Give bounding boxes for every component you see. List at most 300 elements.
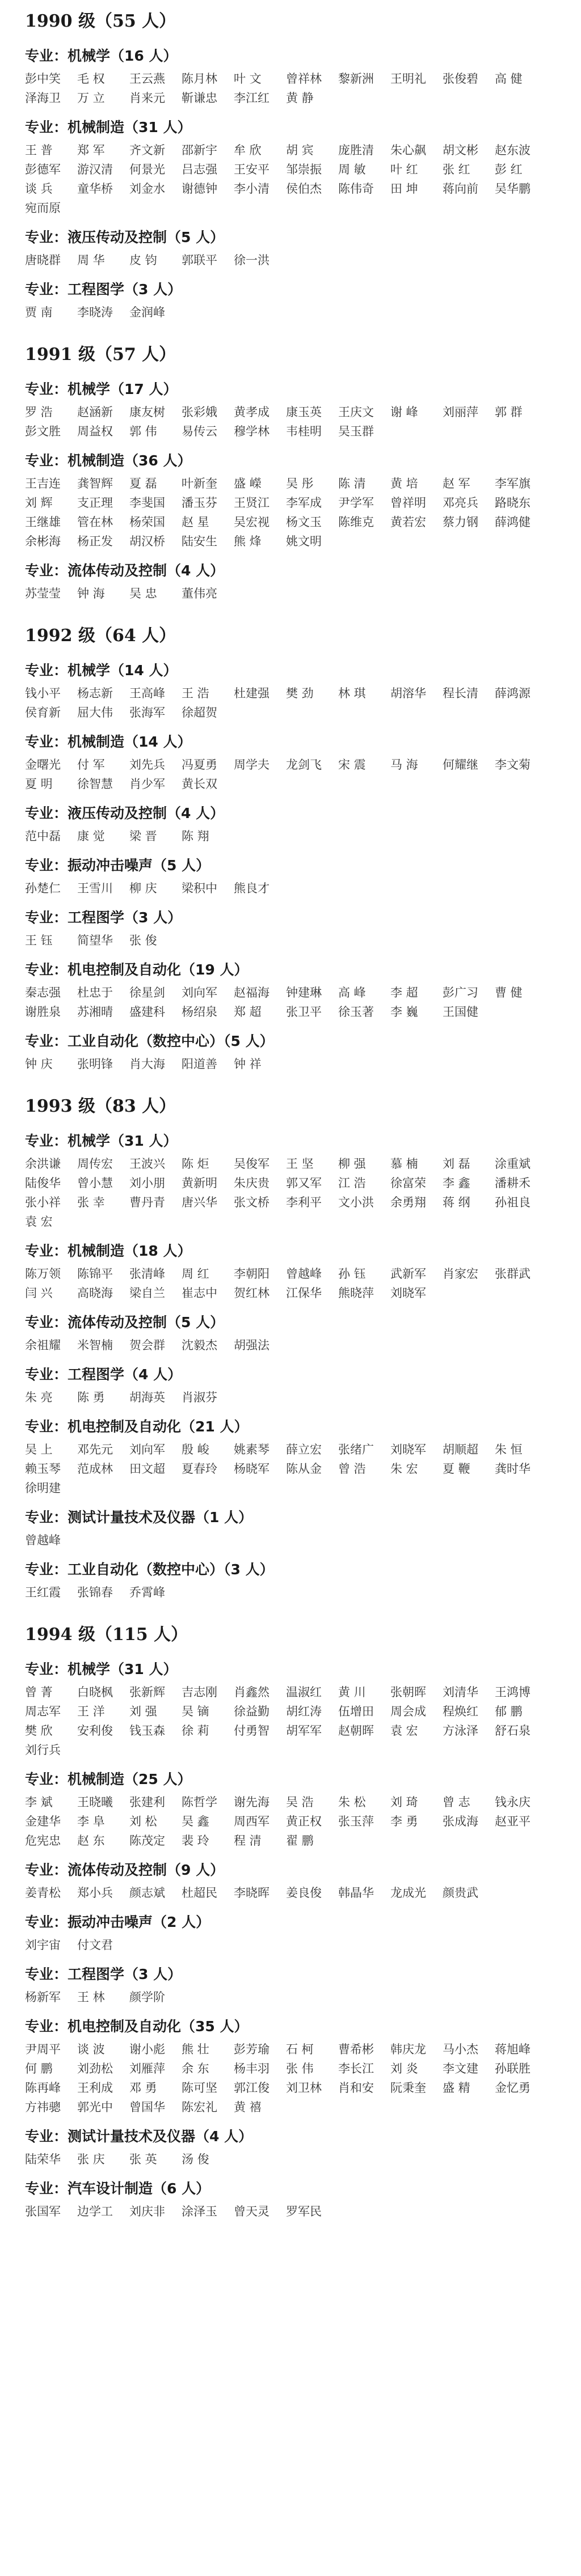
major-title: 专业：机械学（17 人）	[25, 381, 178, 397]
student-name: 肖淑芬	[182, 1391, 217, 1404]
student-name: 余祖耀	[25, 1338, 61, 1352]
year-title: 1993 级（83 人）	[25, 1096, 176, 1116]
major-section	[25, 905, 556, 950]
name-list	[25, 1154, 556, 1231]
student-name: 张新辉	[129, 1685, 165, 1699]
student-name: 皮 钧	[129, 253, 157, 267]
student-name: 肖鑫然	[234, 1685, 270, 1699]
student-name: 王 普	[25, 143, 53, 157]
student-name: 杨荣国	[129, 515, 165, 529]
year-title: 1992 级（64 人）	[25, 626, 176, 646]
student-name: 穆学林	[234, 425, 270, 438]
student-name: 胡 宾	[286, 143, 314, 157]
student-name: 钱永庆	[495, 1795, 531, 1809]
student-name: 张绪广	[338, 1443, 374, 1456]
major-title: 专业：机械制造（18 人）	[25, 1243, 192, 1259]
student-name: 熊 烽	[234, 535, 262, 548]
student-name: 李小清	[234, 182, 270, 196]
major-title: 专业：机械学（31 人）	[25, 1133, 178, 1149]
student-name: 王 钰	[25, 934, 53, 947]
student-name: 李文菊	[495, 758, 531, 772]
student-name: 吴玉群	[338, 425, 374, 438]
student-name: 阳道善	[182, 1057, 217, 1071]
student-name: 蔡力钢	[443, 515, 478, 529]
student-name: 王继雄	[25, 515, 61, 529]
student-name: 危宪忠	[25, 1834, 61, 1848]
major-section	[25, 1557, 556, 1602]
student-name: 胡红涛	[286, 1705, 322, 1718]
student-name: 熊晓萍	[338, 1286, 374, 1300]
name-list	[25, 1388, 556, 1407]
student-name: 董伟亮	[182, 587, 217, 600]
student-name: 罗军民	[286, 2205, 322, 2218]
student-name: 宛而原	[25, 201, 61, 215]
major-title: 专业：机械制造（25 人）	[25, 1771, 192, 1787]
student-name: 刘卫林	[286, 2081, 322, 2095]
student-name: 靳谦忠	[182, 91, 217, 105]
student-name: 袁 宏	[390, 1724, 418, 1738]
student-name: 陈 清	[338, 477, 366, 490]
major-section	[25, 224, 556, 270]
student-name: 盛 精	[443, 2081, 470, 2095]
student-name: 徐富荣	[390, 1176, 426, 1190]
student-name: 周志军	[25, 1705, 61, 1718]
student-name: 夏 磊	[129, 477, 157, 490]
student-name: 冯夏勇	[182, 758, 217, 772]
student-name: 曾 菁	[25, 1685, 53, 1699]
student-name: 付 军	[77, 758, 105, 772]
student-name: 杜超民	[182, 1886, 217, 1900]
major-title: 专业：工程图学（3 人）	[25, 1966, 182, 1982]
student-name: 龚智辉	[77, 477, 113, 490]
student-name: 文小洪	[338, 1196, 374, 1209]
student-name: 刘 松	[129, 1815, 157, 1828]
major-title: 专业：机械学（31 人）	[25, 1661, 178, 1677]
student-name: 曾天灵	[234, 2205, 270, 2218]
student-name: 颜学阶	[129, 1990, 165, 2004]
student-name: 谈 波	[77, 2043, 105, 2056]
student-name: 谈 兵	[25, 182, 53, 196]
student-name: 赵亚平	[495, 1815, 531, 1828]
student-name: 刘小朋	[129, 1176, 165, 1190]
student-name: 谢先海	[234, 1795, 270, 1809]
student-name: 陈月林	[182, 72, 217, 86]
year-title: 1990 级（55 人）	[25, 11, 176, 31]
student-name: 朱 亮	[25, 1391, 53, 1404]
student-name: 李 阜	[77, 1815, 105, 1828]
major-title: 专业：机械制造（14 人）	[25, 734, 192, 750]
student-name: 庞胜清	[338, 143, 374, 157]
student-name: 郑 超	[234, 1005, 262, 1019]
student-name: 郭又军	[286, 1176, 322, 1190]
student-name: 金忆勇	[495, 2081, 531, 2095]
name-list	[25, 684, 556, 722]
name-list	[25, 983, 556, 1022]
student-name: 夏春玲	[182, 1462, 217, 1476]
student-name: 闫 兴	[25, 1286, 53, 1300]
name-list	[25, 584, 556, 603]
student-name: 肖家宏	[443, 1267, 478, 1281]
student-name: 曾祥林	[286, 72, 322, 86]
student-name: 武新军	[390, 1267, 426, 1281]
student-name: 薛鸿健	[495, 515, 531, 529]
student-name: 薛立宏	[286, 1443, 322, 1456]
student-name: 乔霄峰	[129, 1586, 165, 1599]
student-name: 余洪谦	[25, 1157, 61, 1171]
student-name: 黄新明	[182, 1176, 217, 1190]
student-name: 宋 震	[338, 758, 366, 772]
student-name: 陈再峰	[25, 2081, 61, 2095]
student-name: 曾祥明	[390, 496, 426, 510]
name-list	[25, 1264, 556, 1303]
student-name: 范成林	[77, 1462, 113, 1476]
name-list	[25, 251, 556, 270]
student-name: 肖和安	[338, 2081, 374, 2095]
student-name: 杨正发	[77, 535, 113, 548]
student-name: 熊良才	[234, 882, 270, 895]
name-list	[25, 931, 556, 950]
student-name: 梁 晋	[129, 829, 157, 843]
name-list	[25, 1988, 556, 2007]
major-title: 专业：机电控制及自动化（21 人）	[25, 1418, 249, 1435]
student-name: 涂重斌	[495, 1157, 531, 1171]
major-section	[25, 2176, 556, 2221]
student-name: 李文建	[443, 2062, 478, 2075]
major-section	[25, 1857, 556, 1903]
student-name: 徐玉著	[338, 1005, 374, 1019]
student-name: 方祎骢	[25, 2100, 61, 2114]
student-name: 方泳泽	[443, 1724, 478, 1738]
student-name: 齐文新	[129, 143, 165, 157]
name-list	[25, 1793, 556, 1850]
student-name: 蒋 纲	[443, 1196, 470, 1209]
student-name: 曾国华	[129, 2100, 165, 2114]
student-name: 罗 浩	[25, 405, 53, 419]
major-title: 专业：工业自动化（数控中心）（3 人）	[25, 1561, 274, 1578]
major-section	[25, 558, 556, 603]
year-section	[25, 6, 556, 322]
major-title: 专业：工程图学（4 人）	[25, 1366, 182, 1383]
major-title: 专业：流体传动及控制（9 人）	[25, 1862, 225, 1878]
major-title: 专业：测试计量技术及仪器（1 人）	[25, 1509, 253, 1526]
student-name: 何景光	[129, 163, 165, 176]
student-name: 徐 莉	[182, 1724, 209, 1738]
major-section	[25, 448, 556, 551]
student-name: 黄 川	[338, 1685, 366, 1699]
name-list	[25, 1440, 556, 1498]
major-section	[25, 853, 556, 898]
student-name: 苏莹莹	[25, 587, 61, 600]
major-title: 专业：液压传动及控制（5 人）	[25, 229, 225, 245]
major-section	[25, 729, 556, 794]
student-name: 潘玉芬	[182, 496, 217, 510]
student-name: 郁 鹏	[495, 1705, 523, 1718]
student-name: 张建利	[129, 1795, 165, 1809]
student-name: 胡军军	[286, 1724, 322, 1738]
student-name: 张 庆	[77, 2153, 105, 2166]
major-section	[25, 1362, 556, 1407]
student-name: 康玉英	[286, 405, 322, 419]
student-name: 曹 健	[495, 986, 523, 999]
student-name: 王吉连	[25, 477, 61, 490]
student-name: 周益权	[77, 425, 113, 438]
student-name: 支正理	[77, 496, 113, 510]
student-name: 颜贵武	[443, 1886, 478, 1900]
student-name: 邵新宇	[182, 143, 217, 157]
student-name: 伍增田	[338, 1705, 374, 1718]
student-name: 肖大海	[129, 1057, 165, 1071]
student-name: 陈 翔	[182, 829, 209, 843]
student-name: 付文君	[77, 1938, 113, 1952]
student-name: 张 红	[443, 163, 470, 176]
student-name: 李晓晖	[234, 1886, 270, 1900]
major-section	[25, 658, 556, 722]
student-name: 黄 培	[390, 477, 418, 490]
student-name: 郭 伟	[129, 425, 157, 438]
student-name: 刘雁萍	[129, 2062, 165, 2075]
student-name: 李江红	[234, 91, 270, 105]
student-name: 路晓东	[495, 496, 531, 510]
student-name: 陆安生	[182, 535, 217, 548]
name-list	[25, 474, 556, 551]
student-name: 曹希彬	[338, 2043, 374, 2056]
student-name: 潘耕禾	[495, 1176, 531, 1190]
student-name: 陈伟奇	[338, 182, 374, 196]
major-title: 专业：机电控制及自动化（35 人）	[25, 2018, 249, 2035]
student-name: 马小杰	[443, 2043, 478, 2056]
year-title: 1991 级（57 人）	[25, 345, 176, 365]
student-name: 郭光中	[77, 2100, 113, 2114]
student-name: 谢 峰	[390, 405, 418, 419]
student-name: 张朝晖	[390, 1685, 426, 1699]
student-name: 康 觉	[77, 829, 105, 843]
student-name: 杨晓军	[234, 1462, 270, 1476]
student-name: 陆俊华	[25, 1176, 61, 1190]
student-name: 蒋旭峰	[495, 2043, 531, 2056]
student-name: 张俊碧	[443, 72, 478, 86]
student-name: 孙祖良	[495, 1196, 531, 1209]
student-name: 王鸿博	[495, 1685, 531, 1699]
student-name: 杨绍泉	[182, 1005, 217, 1019]
student-name: 赵 星	[182, 515, 209, 529]
student-name: 彭中笑	[25, 72, 61, 86]
student-name: 刘行兵	[25, 1743, 61, 1757]
student-name: 徐星剑	[129, 986, 165, 999]
student-name: 余勇翔	[390, 1196, 426, 1209]
student-name: 周传宏	[77, 1157, 113, 1171]
student-name: 刘 辉	[25, 496, 53, 510]
student-name: 简望华	[77, 934, 113, 947]
student-name: 刘先兵	[129, 758, 165, 772]
student-name: 王明礼	[390, 72, 426, 86]
student-name: 刘晓军	[390, 1286, 426, 1300]
student-name: 黄正权	[286, 1815, 322, 1828]
student-name: 白晓枫	[77, 1685, 113, 1699]
student-name: 张锦春	[77, 1586, 113, 1599]
student-name: 张文桥	[234, 1196, 270, 1209]
student-name: 杜建强	[234, 687, 270, 700]
student-name: 赖玉琴	[25, 1462, 61, 1476]
student-name: 张清峰	[129, 1267, 165, 1281]
name-list	[25, 1583, 556, 1602]
student-name: 周 华	[77, 253, 105, 267]
student-name: 钱小平	[25, 687, 61, 700]
student-name: 刘丽萍	[443, 405, 478, 419]
student-name: 吴 上	[25, 1443, 53, 1456]
name-list	[25, 1935, 556, 1955]
student-name: 屈大伟	[77, 706, 113, 719]
student-name: 陈茂定	[129, 1834, 165, 1848]
student-name: 钟 祥	[234, 1057, 262, 1071]
student-name: 龙剑飞	[286, 758, 322, 772]
student-name: 郑小兵	[77, 1886, 113, 1900]
student-name: 张 英	[129, 2153, 157, 2166]
student-name: 张小祥	[25, 1196, 61, 1209]
student-name: 程长清	[443, 687, 478, 700]
student-name: 曾小慧	[77, 1176, 113, 1190]
student-name: 张明锋	[77, 1057, 113, 1071]
student-name: 柳 庆	[129, 882, 157, 895]
student-name: 刘庆非	[129, 2205, 165, 2218]
student-name: 刘金水	[129, 182, 165, 196]
student-name: 殷 峻	[182, 1443, 209, 1456]
student-name: 孙 钰	[338, 1267, 366, 1281]
student-name: 胡汉桥	[129, 535, 165, 548]
student-name: 黄若宏	[390, 515, 426, 529]
student-name: 韦桂明	[286, 425, 322, 438]
student-name: 何耀继	[443, 758, 478, 772]
major-section	[25, 1961, 556, 2007]
student-name: 余彬海	[25, 535, 61, 548]
name-list	[25, 2040, 556, 2117]
student-name: 张 伟	[286, 2062, 314, 2075]
student-name: 刘 磊	[443, 1157, 470, 1171]
name-list	[25, 755, 556, 794]
student-name: 李朝阳	[234, 1267, 270, 1281]
major-title: 专业：机械制造（31 人）	[25, 119, 192, 135]
name-list	[25, 1054, 556, 1074]
major-section	[25, 376, 556, 441]
student-name: 张海军	[129, 706, 165, 719]
name-list	[25, 1683, 556, 1760]
student-name: 尹学军	[338, 496, 374, 510]
major-title: 专业：汽车设计制造（6 人）	[25, 2180, 210, 2197]
student-name: 刘清华	[443, 1685, 478, 1699]
student-name: 徐智慧	[77, 777, 113, 791]
student-name: 盛建科	[129, 1005, 165, 1019]
name-list	[25, 141, 556, 218]
student-name: 黄 禧	[234, 2100, 262, 2114]
student-name: 米智楠	[77, 1338, 113, 1352]
student-name: 金曙光	[25, 758, 61, 772]
student-name: 沈毅杰	[182, 1338, 217, 1352]
student-name: 何 鹏	[25, 2062, 53, 2075]
major-title: 专业：振动冲击噪声（5 人）	[25, 857, 210, 874]
student-name: 邓 勇	[129, 2081, 157, 2095]
student-name: 刘向军	[182, 986, 217, 999]
student-name: 孙楚仁	[25, 882, 61, 895]
student-name: 李 勇	[390, 1815, 418, 1828]
major-title: 专业：机械制造（36 人）	[25, 452, 192, 469]
student-name: 慕 楠	[390, 1157, 418, 1171]
student-name: 江保华	[286, 1286, 322, 1300]
student-name: 吴宏视	[234, 515, 270, 529]
student-name: 崔志中	[182, 1286, 217, 1300]
student-name: 侯育新	[25, 706, 61, 719]
student-name: 曾越峰	[286, 1267, 322, 1281]
student-name: 王 林	[77, 1990, 105, 2004]
student-name: 钟建琳	[286, 986, 322, 999]
year-section	[25, 1091, 556, 1602]
student-name: 叶新奎	[182, 477, 217, 490]
student-name: 张群武	[495, 1267, 531, 1281]
student-name: 胡溶华	[390, 687, 426, 700]
major-section	[25, 800, 556, 846]
student-name: 陈锦平	[77, 1267, 113, 1281]
student-name: 边学工	[77, 2205, 113, 2218]
student-name: 陈维克	[338, 515, 374, 529]
student-name: 李利平	[286, 1196, 322, 1209]
student-name: 陈 勇	[77, 1391, 105, 1404]
major-title: 专业：测试计量技术及仪器（4 人）	[25, 2128, 253, 2145]
major-title: 专业：工业自动化（数控中心）（5 人）	[25, 1033, 274, 1049]
student-name: 王晓曦	[77, 1795, 113, 1809]
student-name: 杨新军	[25, 1990, 61, 2004]
major-section	[25, 277, 556, 322]
student-name: 胡顺超	[443, 1443, 478, 1456]
student-name: 李军成	[286, 496, 322, 510]
student-name: 苏湘晴	[77, 1005, 113, 1019]
student-name: 易传云	[182, 425, 217, 438]
student-name: 熊 壮	[182, 2043, 209, 2056]
student-name: 李长江	[338, 2062, 374, 2075]
student-name: 叶 文	[234, 72, 262, 86]
student-name: 贾 南	[25, 306, 53, 319]
major-title: 专业：机械学（16 人）	[25, 48, 178, 64]
student-name: 王利成	[77, 2081, 113, 2095]
student-name: 吴 镝	[182, 1705, 209, 1718]
major-section	[25, 1766, 556, 1850]
student-name: 田 坤	[390, 182, 418, 196]
student-name: 姜良俊	[286, 1886, 322, 1900]
student-name: 胡强法	[234, 1338, 270, 1352]
year-section	[25, 620, 556, 1074]
student-name: 郑 军	[77, 143, 105, 157]
student-name: 贺红林	[234, 1286, 270, 1300]
major-title: 专业：工程图学（3 人）	[25, 909, 182, 926]
student-name: 杨文玉	[286, 515, 322, 529]
student-name: 吴 忠	[129, 587, 157, 600]
student-name: 肖来元	[129, 91, 165, 105]
student-name: 姚素琴	[234, 1443, 270, 1456]
student-name: 曾 志	[443, 1795, 470, 1809]
student-name: 王 洋	[77, 1705, 105, 1718]
student-name: 刘晓军	[390, 1443, 426, 1456]
student-name: 林 琪	[338, 687, 366, 700]
student-name: 田文超	[129, 1462, 165, 1476]
major-section	[25, 1310, 556, 1355]
student-name: 吉志刚	[182, 1685, 217, 1699]
student-name: 秦志强	[25, 986, 61, 999]
student-name: 钱玉森	[129, 1724, 165, 1738]
student-name: 刘劲松	[77, 2062, 113, 2075]
student-name: 吴 彤	[286, 477, 314, 490]
student-name: 梁自兰	[129, 1286, 165, 1300]
student-name: 陈宏礼	[182, 2100, 217, 2114]
student-name: 吴俊军	[234, 1157, 270, 1171]
student-name: 谢小彪	[129, 2043, 165, 2056]
student-name: 舒石泉	[495, 1724, 531, 1738]
